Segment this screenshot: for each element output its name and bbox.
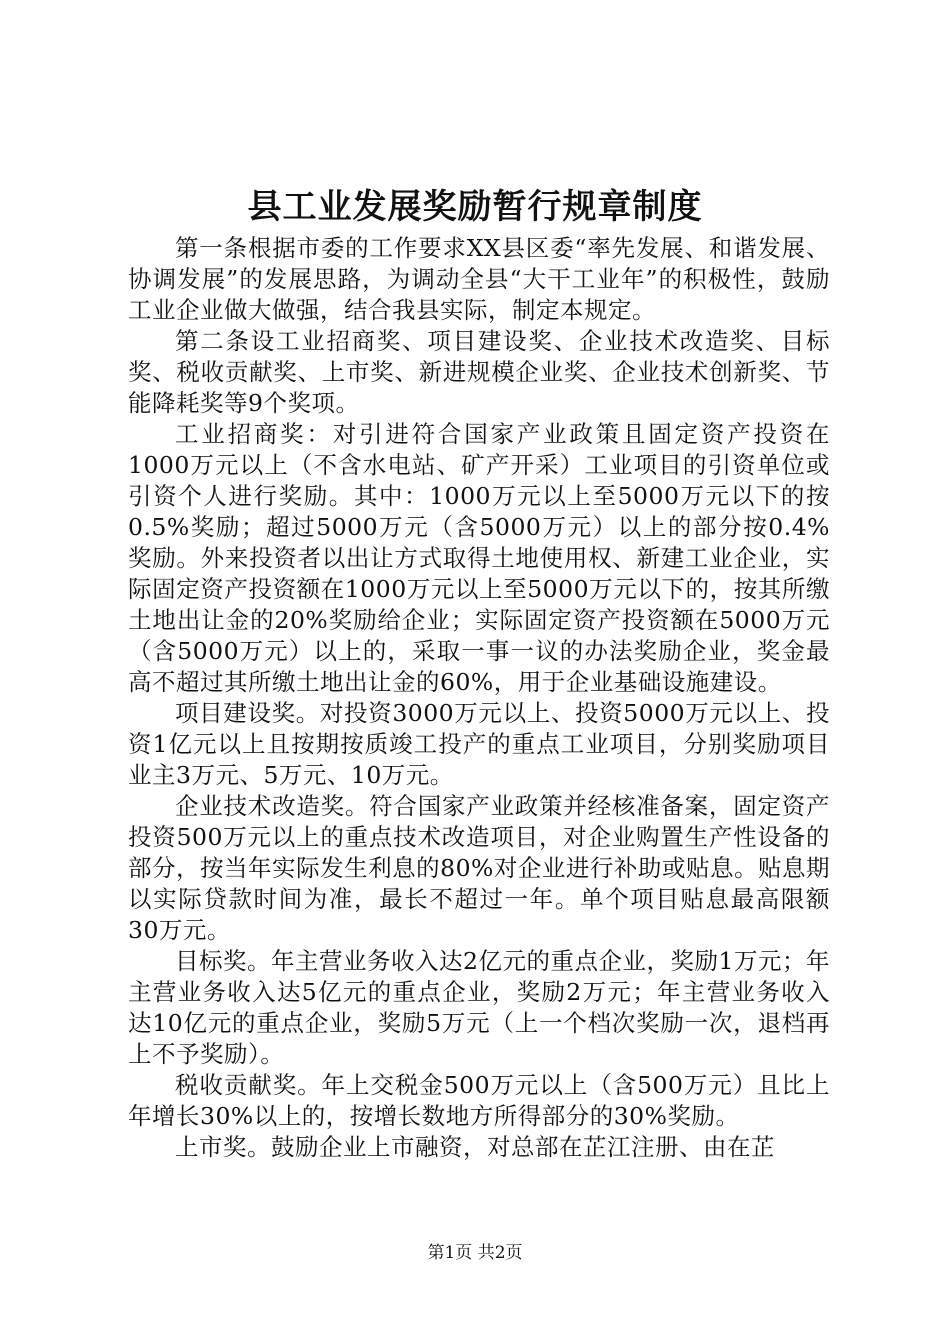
- paragraph-target-award: 目标奖。年主营业务收入达2亿元的重点企业，奖励1万元；年主营业务收入达5亿元的重点企业，奖励2万元；年主营业务收入达10亿元的重点企业，奖励5万元（上一个档次奖励一次，退档再上不予奖励）。: [128, 947, 830, 1068]
- paragraph-tax-award: 税收贡献奖。年上交税金500万元以上（含500万元）且比上年增长30%以上的，按增长数地方所得部分的30%奖励。: [128, 1071, 830, 1130]
- document-body: [128, 233, 830, 1163]
- paragraph-article-1: 第一条根据市委的工作要求XX县区委“率先发展、和谐发展、协调发展”的发展思路，为调动全县“大干工业年”的积极性，鼓励工业企业做大做强，结合我县实际，制定本规定。: [128, 234, 830, 324]
- paragraph-investment-award: 工业招商奖：对引进符合国家产业政策且固定资产投资在1000万元以上（不含水电站、矿产开采）工业项目的引资单位或引资个人进行奖励。其中：1000万元以上至5000万元以下的按0.5%奖励；超过5000万元（含5000万元）以上的部分按0.4%奖励。外来投资者以出让方式取得土地使用权、新建工业企业，实际固定资产投资额在1000万元以上至5000万元以下的，按其所缴土地出让金的20%奖励给企业；实际固定资产投资额在5000万元（含5000万元）以上的，采取一事一议的办法奖励企业，奖金最高不超过其所缴土地出让金的60%，用于企业基础设施建设。: [128, 420, 830, 696]
- paragraph-article-2: 第二条设工业招商奖、项目建设奖、企业技术改造奖、目标奖、税收贡献奖、上市奖、新进规模企业奖、企业技术创新奖、节能降耗奖等9个奖项。: [128, 327, 830, 417]
- paragraph-listing-award: 上市奖。鼓励企业上市融资，对总部在芷江注册、由在芷: [175, 1133, 775, 1161]
- paragraph-tech-upgrade-award: 企业技术改造奖。符合国家产业政策并经核准备案，固定资产投资500万元以上的重点技术改造项目，对企业购置生产性设备的部分，按当年实际发生利息的80%对企业进行补助或贴息。贴息期以实际贷款时间为准，最长不超过一年。单个项目贴息最高限额30万元。: [128, 792, 830, 944]
- page-footer: 第1页 共2页: [427, 1243, 523, 1263]
- document-title: 县工业发展奖励暂行规章制度: [247, 187, 703, 227]
- paragraph-project-award: 项目建设奖。对投资3000万元以上、投资5000万元以上、投资1亿元以上且按期按质竣工投产的重点工业项目，分别奖励项目业主3万元、5万元、10万元。: [128, 699, 830, 789]
